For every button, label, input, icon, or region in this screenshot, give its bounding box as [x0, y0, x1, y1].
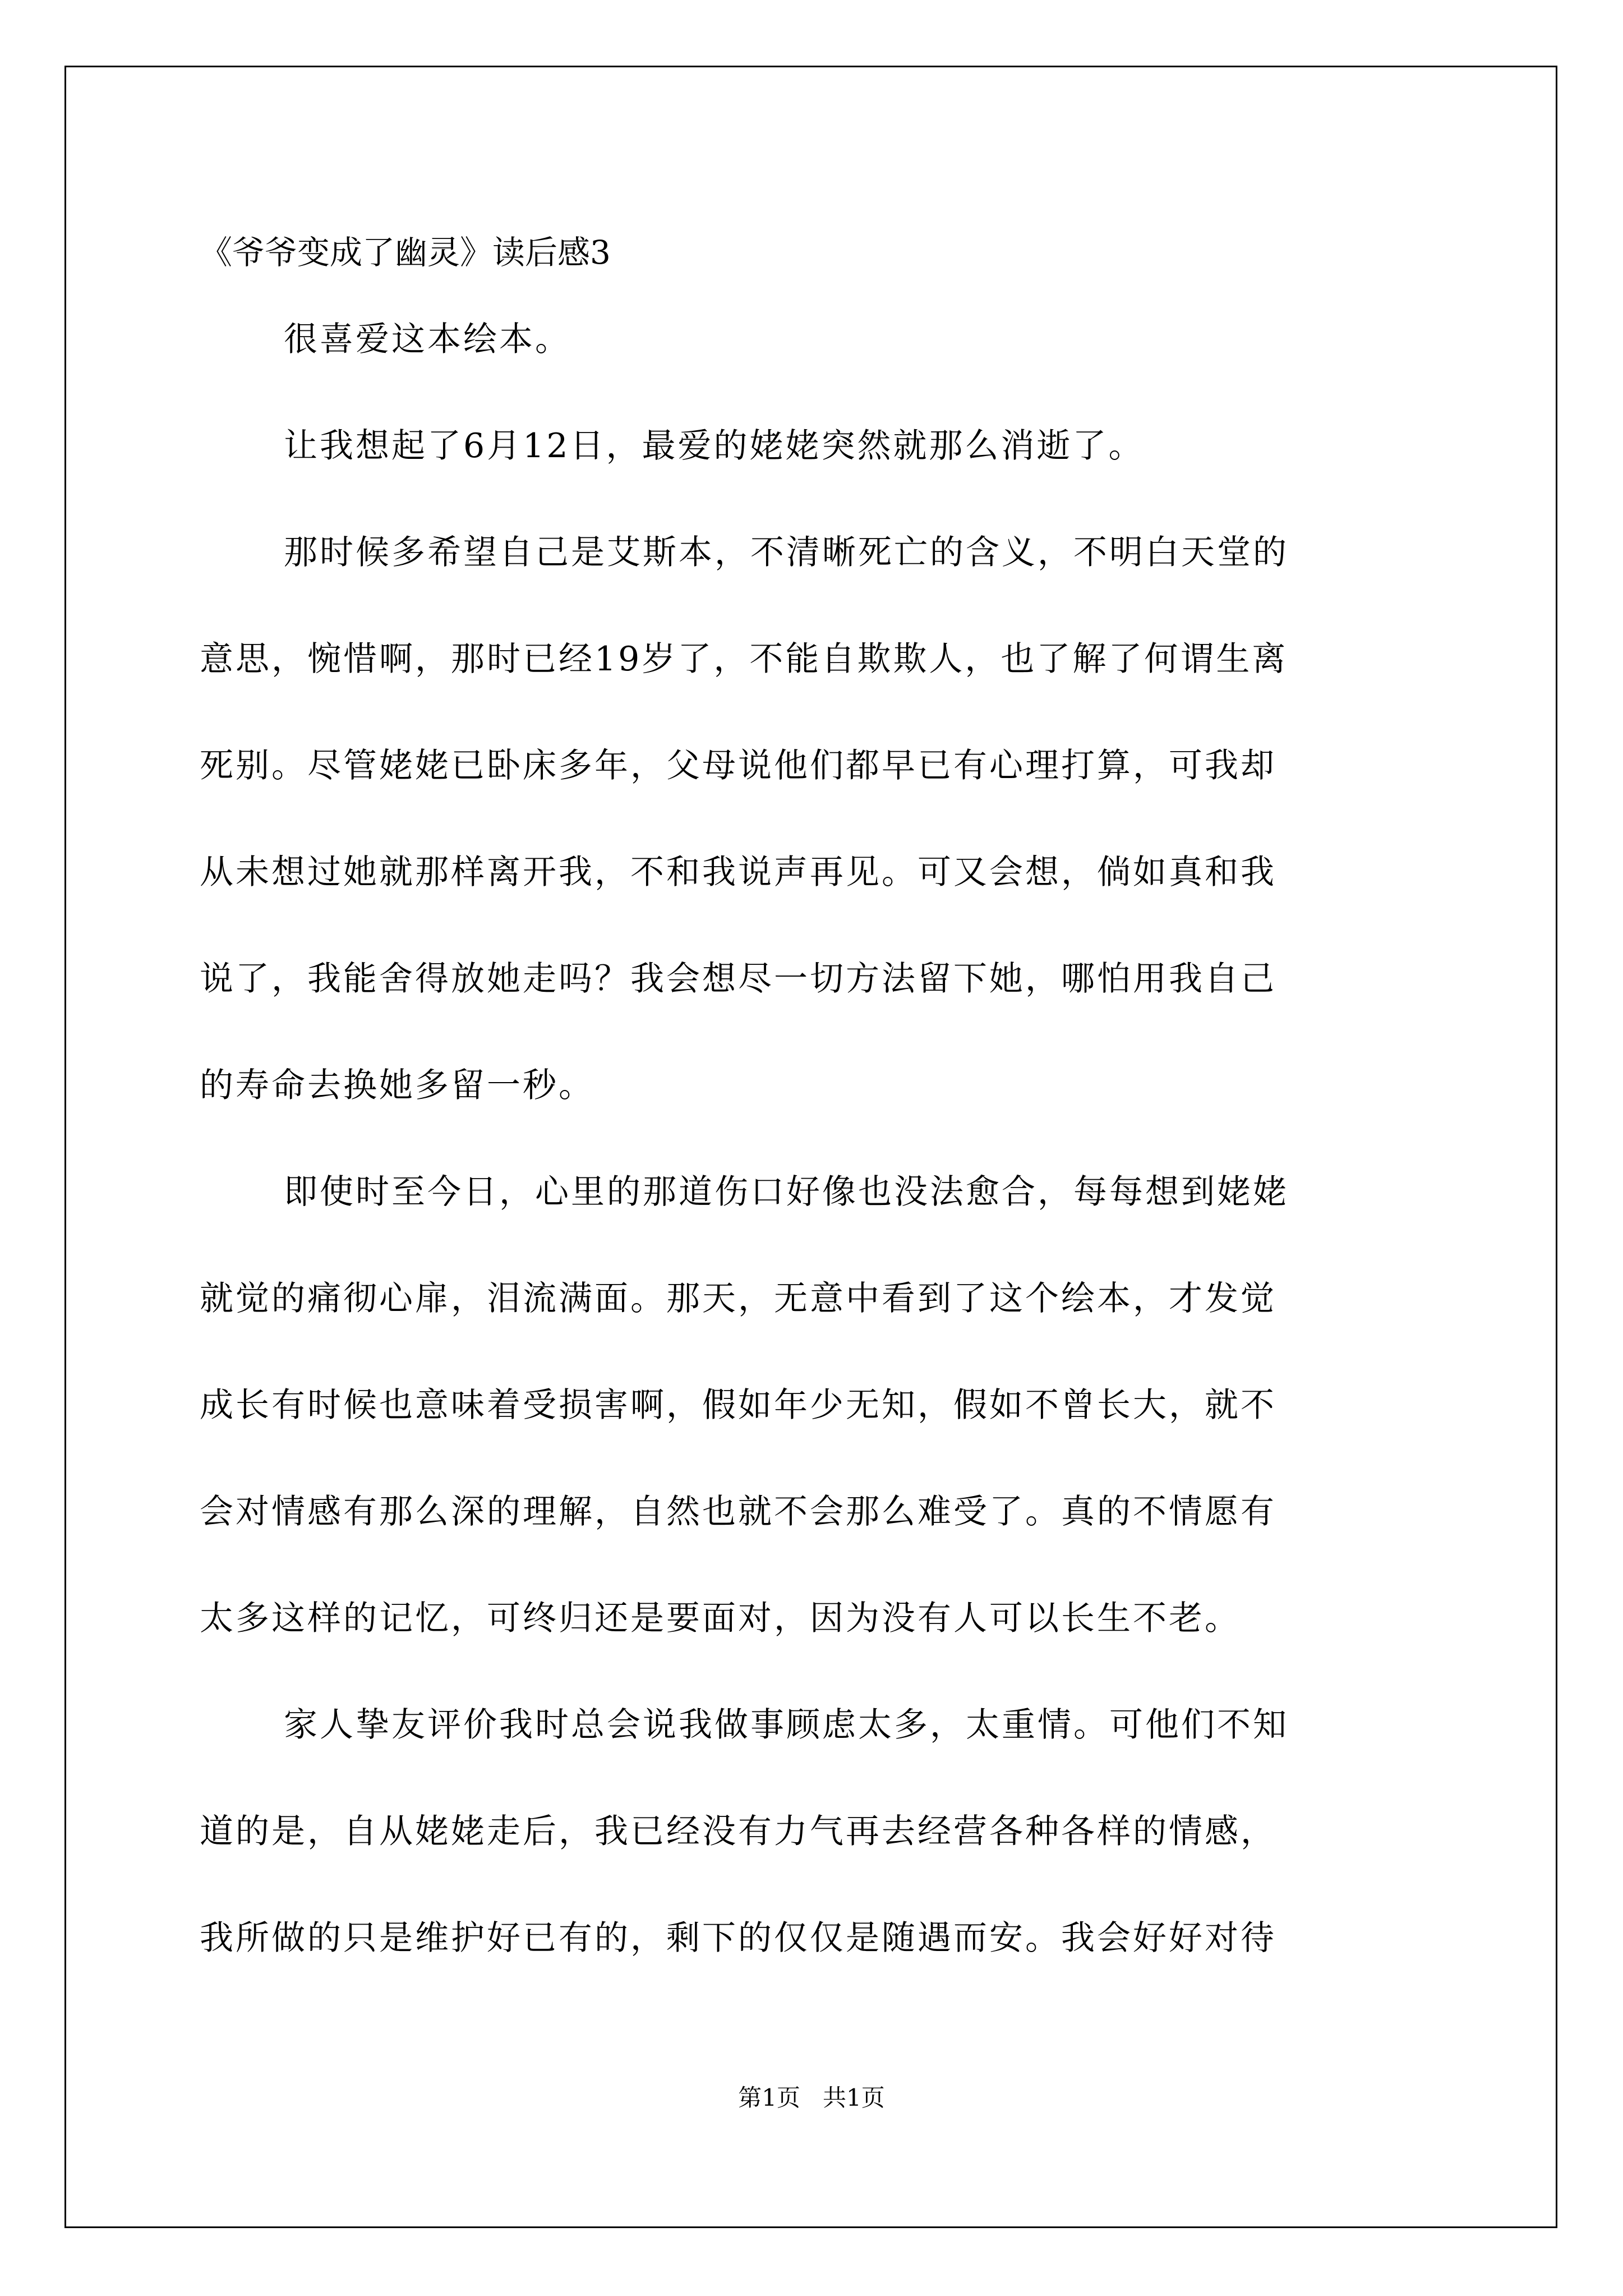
paragraph-line: 很喜爱这本绘本。	[284, 320, 571, 359]
paragraph-line: 我所做的只是维护好已有的，剩下的仅仅是随遇而安。我会好好对待	[200, 1918, 1276, 1958]
paragraph-line: 成长有时候也意味着受损害啊，假如年少无知，假如不曾长大，就不	[200, 1386, 1276, 1425]
paragraph-line: 道的是，自从姥姥走后，我已经没有力气再去经营各种各样的情感，	[200, 1812, 1276, 1851]
page-title: 《爷爷变成了幽灵》读后感3	[200, 233, 611, 272]
paragraph-line: 意思，惋惜啊，那时已经19岁了，不能自欺欺人，也了解了何谓生离	[200, 639, 1288, 679]
paragraph-line: 说了，我能舍得放她走吗？我会想尽一切方法留下她，哪怕用我自己	[200, 959, 1276, 999]
page-total: 共1页	[823, 2084, 885, 2111]
paragraph-line: 家人挚友评价我时总会说我做事顾虑太多，太重情。可他们不知	[284, 1705, 1289, 1745]
page-border	[64, 66, 1557, 2228]
paragraph-line: 会对情感有那么深的理解，自然也就不会那么难受了。真的不情愿有	[200, 1492, 1276, 1531]
paragraph-line: 的寿命去换她多留一秒。	[200, 1066, 594, 1105]
paragraph-line: 让我想起了6月12日，最爱的姥姥突然就那么消逝了。	[284, 426, 1145, 466]
paragraph-line: 死别。尽管姥姥已卧床多年，父母说他们都早已有心理打算，可我却	[200, 746, 1276, 785]
paragraph-line: 太多这样的记忆，可终归还是要面对，因为没有人可以长生不老。	[200, 1599, 1241, 1638]
paragraph-line: 从未想过她就那样离开我，不和我说声再见。可又会想，倘如真和我	[200, 853, 1276, 892]
paragraph-line: 就觉的痛彻心扉，泪流满面。那天，无意中看到了这个绘本，才发觉	[200, 1279, 1276, 1318]
page-footer	[0, 2081, 1623, 2115]
paragraph-line: 即使时至今日，心里的那道伤口好像也没法愈合，每每想到姥姥	[284, 1172, 1289, 1212]
page-number: 第1页	[738, 2084, 800, 2111]
paragraph-line: 那时候多希望自己是艾斯本，不清晰死亡的含义，不明白天堂的	[284, 533, 1289, 572]
